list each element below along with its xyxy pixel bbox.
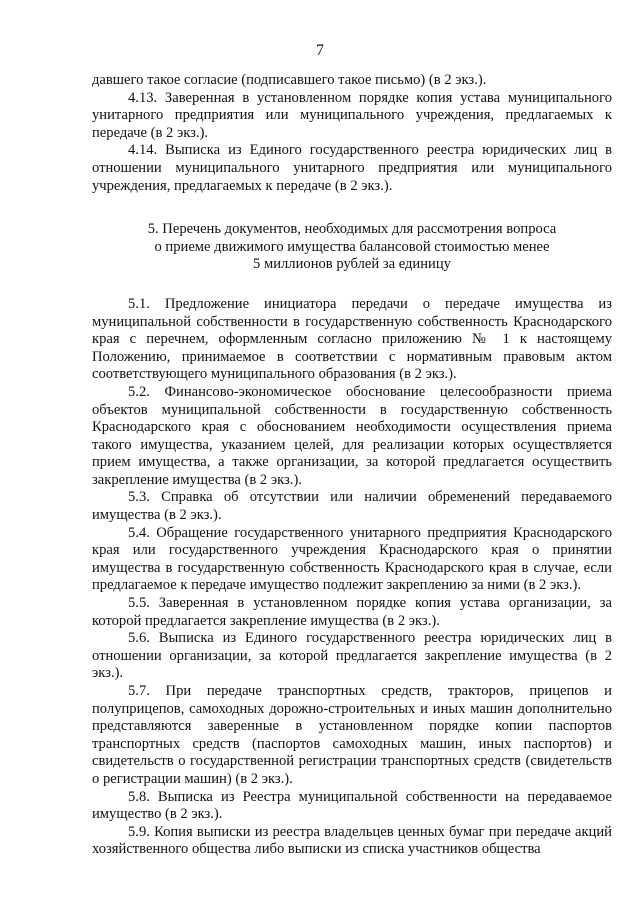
continuation-paragraph: давшего такое согласие (подписавшего такое письмо) (в 2 экз.). [92,72,487,88]
paragraph-4-14: 4.14. Выписка из Единого государственного реестра юридических лиц в отношении муниципального унитарного предприятия или муниципального учреждения, предлагаемых к передаче (в 2 экз.). [92,142,612,194]
paragraph-5-9: 5.9. Копия выписки из реестра владельцев ценных бумаг при передаче акций хозяйственного общества либо выписки из списка участников общества [92,823,612,858]
section-5-heading [92,221,612,274]
paragraph-5-4: 5.4. Обращение государственного унитарного предприятия Краснодарского края или государственного учреждения Краснодарского края о принятии имущества в государственную собственность Краснодарского края в случае, если предлагаемое к передаче имущество подлежит закреплению за ними (в 2 экз.). [92,524,612,594]
document-body [92,72,612,859]
page-number: 7 [316,42,324,59]
paragraph-5-6: 5.6. Выписка из Единого государственного реестра юридических лиц в отношении организации, за которой предлагается закрепление имущества (в 2 экз.). [92,630,612,682]
paragraph-4-13: 4.13. Заверенная в установленном порядке копия устава муниципального унитарного предприятия или муниципального учреждения, предлагаемых к передаче (в 2 экз.). [92,89,612,141]
paragraph-5-2: 5.2. Финансово-экономическое обоснование целесообразности приема объектов муниципальной собственности в государственную собственность Краснодарского края с обоснованием необходимости осуществления приема такого имущества, указанием целей, для реализации которых осуществляется прием имущества, а также организации, за которой предлагается осуществить закрепление имущества (в 2 экз.). [92,383,612,488]
section-heading-line: 5. Перечень документов, необходимых для рассмотрения вопроса [147,221,557,238]
paragraph-5-3: 5.3. Справка об отсутствии или наличии обременений передаваемого имущества (в 2 экз.). [92,489,612,524]
paragraph-5-1: 5.1. Предложение инициатора передачи о передаче имущества из муниципальной собственности в государственную собственность Краснодарского края с перечнем, оформленным согласно приложению № 1 к настоящему Положению, принимаемое в соответствии с нормативным правовым актом соответствующего муниципального образования (в 2 экз.). [92,295,612,383]
paragraph-5-5: 5.5. Заверенная в установленном порядке копия устава организации, за которой предлагается закрепление имущества (в 2 экз.). [92,595,612,629]
paragraph-5-7: 5.7. При передаче транспортных средств, тракторов, прицепов и полуприцепов, самоходных дорожно-строительных и иных машин дополнительно представляются заверенные в установленном порядке копии паспортов транспортных средств (паспортов самоходных машин, иных паспортов) и свидетельств о государственной регистрации транспортных средств (свидетельств о регистрации машин) (в 2 экз.). [92,683,612,787]
paragraph-5-8: 5.8. Выписка из Реестра муниципальной собственности на передаваемое имущество (в 2 экз.). [92,788,612,823]
section-heading-line: о приеме движимого имущества балансовой стоимостью менее [154,238,550,255]
section-heading-line: 5 миллионов рублей за единицу [253,256,451,273]
